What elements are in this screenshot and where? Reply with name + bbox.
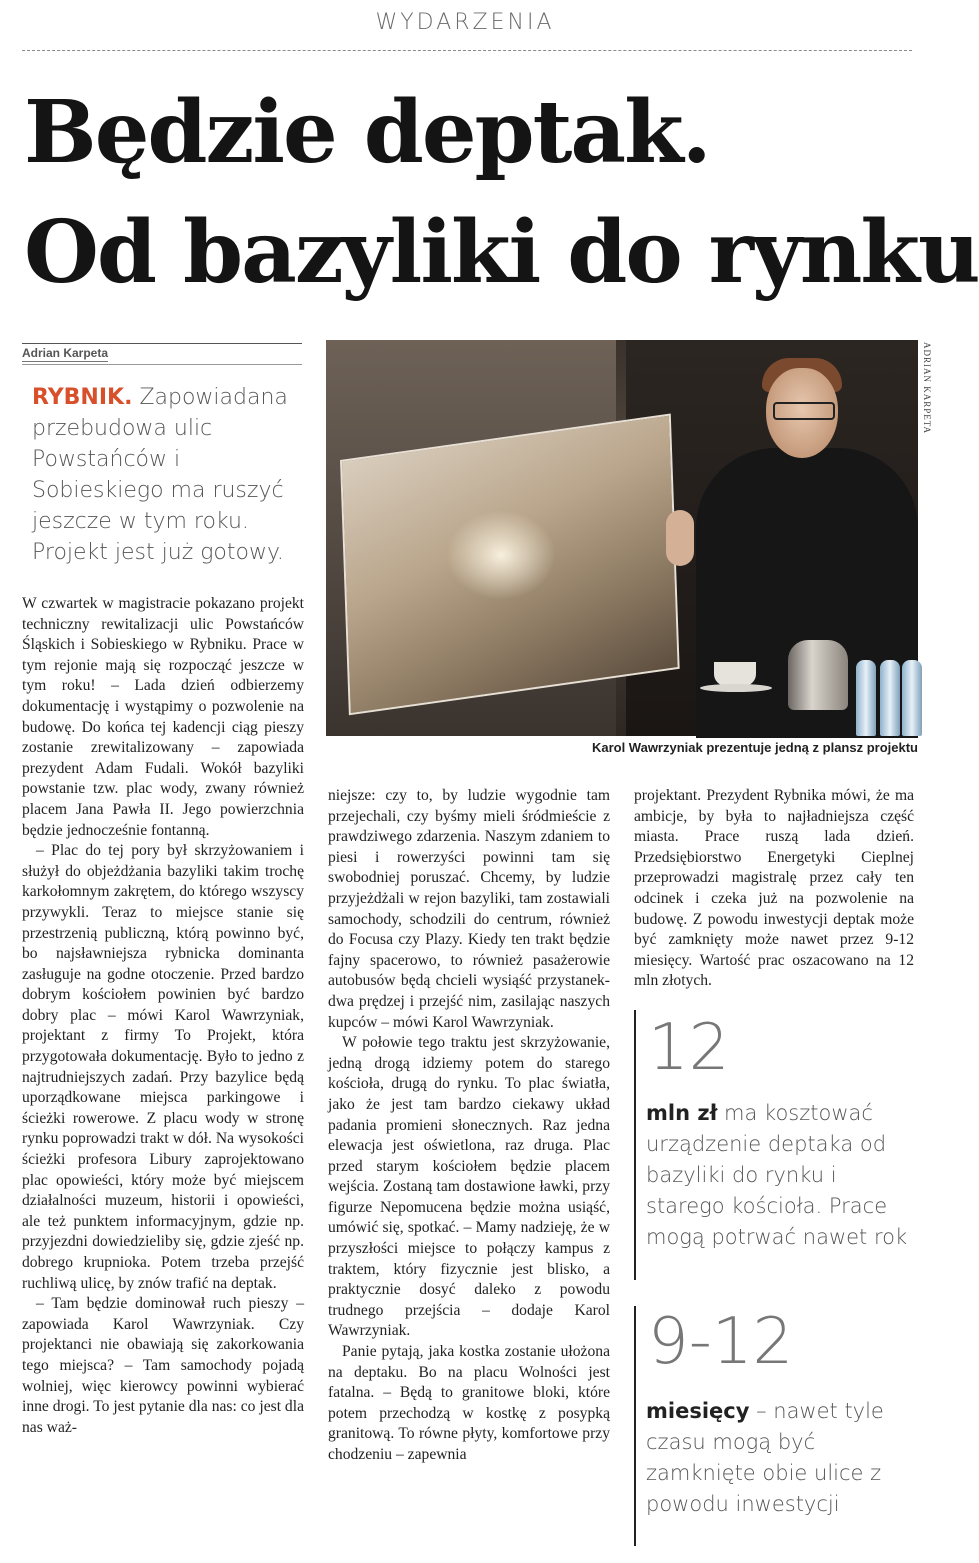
lead-paragraph [32,382,304,568]
saucer [700,684,772,692]
fact-number-cost: 12 [648,1011,730,1085]
paragraph: – Plac do tej pory był skrzyżowaniem i służył do objeżdżania bazyliki takim trochę karkołomnym zakrętem, do którego wszyscy przywykli. Teraz to miejsce stanie się przestrzenią publiczną, którą powinno być, bo najsławniejsza rybnicka dominanta zasługuje na godne otoczenie. Przed bardzo dobrym kościołem powinien być bardzo dobry plac – mówi Karol Wawrzyniak, projektant z firmy To Projekt, która przygotowała dokumentację. Było to jedno z najtrudniejszych zadań. Przy bazylice będą uporządkowane miejsca parkingowe i ścieżki rowerowe. Z placu wody w stronę rynku poprowadzi trakt w dół. Na wysokości ścieżki profesora Libury zaprojektowano plac opowieści, który może być miejscem działalności muzeum, historii i opowieści, ale też punktem informacyjnym, gdzie np. przyjezdni dowiedzieliby się, gdzie zjeść np. dobrego krupnioka. Potem trzeba przejść ruchliwą ulicę, by znów trafić na deptak. [22,842,304,1292]
headline-line-2: Od bazyliki do rynku [24,202,979,303]
article-column-3 [634,786,914,992]
author-top-rule [22,343,302,344]
fact-bold-cost: mln zł [646,1101,718,1125]
lead-text: Zapowiadana przebudowa ulic Powstańców i Sobieskiego ma ruszyć jeszcze w tym roku. Projekt jest już gotowy. [32,385,288,565]
presenter-glasses [773,402,835,420]
section-divider [22,50,912,51]
fact-bold-months: miesięcy [646,1399,750,1423]
water-bottle [880,660,900,736]
author-byline: Adrian Karpeta [22,346,109,360]
paragraph: – Tam będzie dominował ruch pieszy – zapowiada Karol Wawrzyniak. Czy projektanci nie obawiają się zakorkowania tego miejsca? – Tam samochody pojadą wolniej, więc kierowcy powinni wybierać inne drogi. To jest pytanie dla nas: co jest dla nas waż- [22,1295,304,1436]
fact-text-cost [646,1098,916,1253]
paragraph: W czwartek w magistracie pokazano projekt techniczny rewitalizacji ulic Powstańców Śląskich i Sobieskiego w Rybniku. Prace w tym rejonie mają się rozpocząć jeszcze w tym roku! – Lada dzień odbierzemy dokumentację i wystąpimy o pozwolenie na budowę. Do końca tej kadencji ciąg pieszy zostanie zrewitalizowany – zapowiada prezydent Adam Fudali. Wokół bazyliki powstanie tzw. plac wody, zwany również placem Jana Pawła II. Jego powierzchnia będzie jednocześnie fontanną. [22,595,304,839]
fact-desc-cost: ma kosztować urządzenie deptaka od bazyliki do rynku i starego kościoła. Prace mogą potrwać nawet rok [646,1101,908,1249]
board-highlight [446,510,556,600]
article-photo [326,340,918,736]
thermos-jug [788,640,848,710]
article-column-1 [22,594,304,1438]
fact-box-rule [634,1010,636,1280]
presenter-hand [666,510,694,566]
photo-caption: Karol Wawrzyniak prezentuje jedną z plansz projektu [591,740,918,755]
paragraph: W połowie tego traktu jest skrzyżowanie, jedną drogą idziemy potem do starego kościoła, drugą do rynku. To plac światła, jako że jest tam bardzo ciekawy układ padania promieni słonecznych. Raz jedna elewacja jest oświetlona, raz druga. Plac przed starym kościołem będzie placem wejścia. Zostaną tam dostawione ławki, przy figurze Nepomucena będzie można usiąść, umówić się, spotkać. – Mamy nadzieję, że w przyszłości miejsce to połączy kampus z traktem, który fizycznie jest blisko, a praktycznie dosyć daleko z powodu trudnego przejścia – dodaje Karol Wawrzyniak. [328,1034,610,1340]
coffee-cup [714,662,756,686]
section-label: WYDARZENIA [375,10,555,35]
article-column-2 [328,786,610,1466]
fact-box-rule [634,1306,636,1546]
water-bottle [902,660,922,736]
author-bottom-rule [22,364,302,365]
fact-desc-months: – nawet tyle czasu mogą być zamknięte obie ulice z powodu inwestycji [646,1399,884,1516]
paragraph: projektant. Prezydent Rybnika mówi, że ma ambicje, by była to najładniejsza część miasta. Prace ruszą lada dzień. Przedsiębiorstwo Energetyki Cieplnej przeprowadzi magistralę przez cały ten odcinek i czeka już na pozwolenie na budowę. Z powodu inwestycji deptak może być zamknięty może nawet przez 9-12 miesięcy. Wartość prac oszacowano na 12 mln złotych. [634,787,914,990]
paragraph: Panie pytają, jaka kostka zostanie ułożona na deptaku. Bo na placu Wolności jest fatalna. – Będą to granitowe bloki, które potem przechodzą w kostkę z posypką granitową. To równe płyty, komfortowe przy chodzeniu – zapewnia [328,1343,610,1463]
headline-line-1: Będzie deptak. [24,82,710,183]
water-bottle [856,660,876,736]
fact-text-months [646,1396,916,1520]
fact-number-months: 9-12 [648,1305,794,1379]
paragraph: niejsze: czy to, by ludzie wygodnie tam przejechali, czy byśmy mieli śródmieście z prawdziwego zdarzenia. Naszym zdaniem to piesi i rowerzyści powinni tam się swobodniej poruszać. Chcemy, by ludzie przyjeżdżali w rejon bazyliki, tam zostawiali samochody, schodzili do centrum, również do Focusa czy Plazy. Kiedy ten trakt będzie fajny spacerowo, to również pasażerowie autobusów będą chcieli wysiąść przystanek-dwa prędzej i przejść nim, zasilając naszych kupców – mówi Karol Wawrzyniak. [328,787,610,1031]
lead-city: RYBNIK. [32,385,133,410]
photo-credit: ADRIAN KARPETA [922,342,932,435]
